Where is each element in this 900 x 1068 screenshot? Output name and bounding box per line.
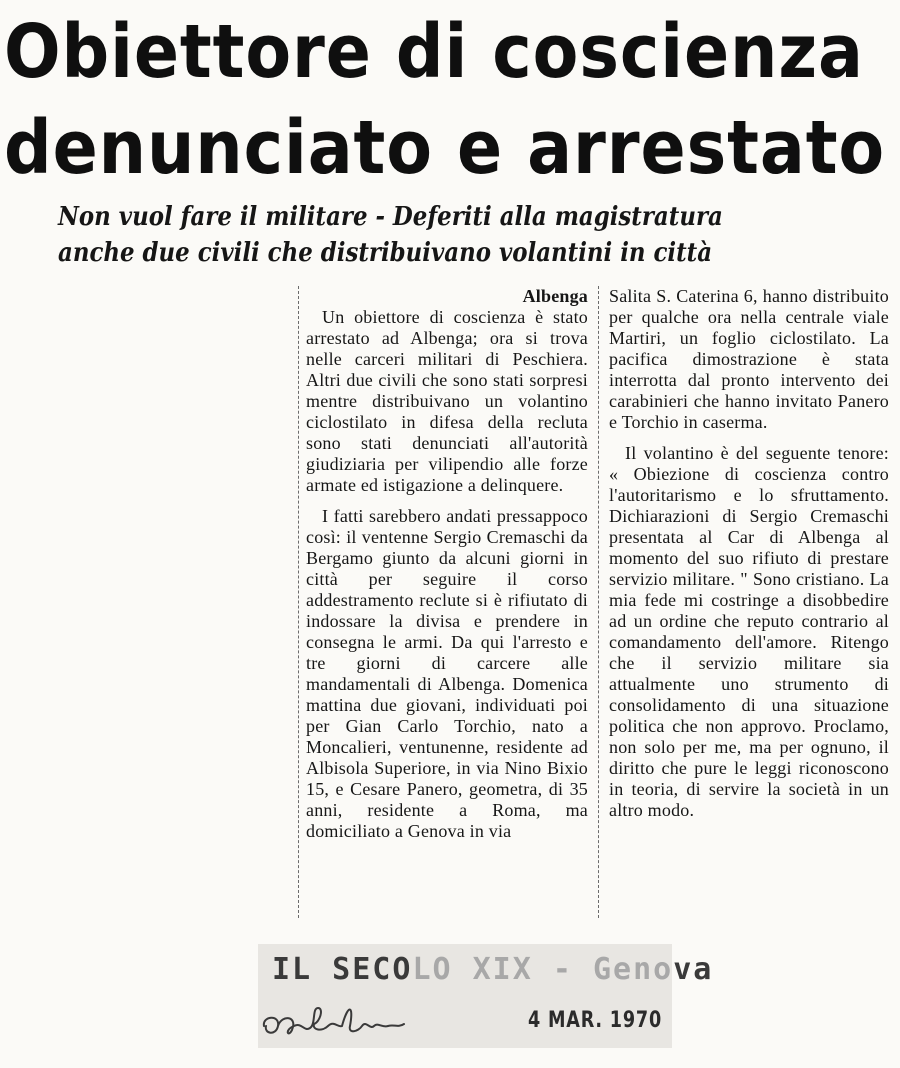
- clipping-label: [258, 944, 714, 1048]
- article-paragraph: Un obiettore di coscienza è stato arrestato ad Albenga; ora si trova nelle carceri militari di Peschiera. Altri due civili che sono stati sorpresi mentre distribuivano un volantino ciclostilato in difesa della recluta sono stati denunciati all'autorità giudiziaria per vilipendio alle forze armate ed istigazione a delinquere.: [306, 307, 588, 495]
- article-paragraph: I fatti sarebbero andati pressappoco così: il ventenne Sergio Cremaschi da Bergamo giunto da alcuni giorni in città per seguire il corso addestramento reclute si è rifiutato di indossare la divisa e prendere in consegna le armi. Da qui l'arresto e tre giorni di carcere alle mandamentali di Albenga. Domenica mattina due giovani, individuati poi per Gian Carlo Torchio, nato a Moncalieri, ventunenne, residente ad Albisola Superiore, in via Nino Bixio 15, e Cesare Panero, geometra, di 35 anni, residente a Roma, ma domiciliato a Genova in via: [306, 506, 588, 841]
- article-column-2: [609, 286, 889, 821]
- article-column-1: [306, 286, 588, 842]
- column-rule-middle: [598, 286, 599, 918]
- newspaper-stamp: [272, 952, 714, 987]
- clipping-date: 4 MAR. 1970: [528, 1008, 662, 1033]
- dateline: Albenga: [522, 286, 588, 306]
- column-rule-left: [298, 286, 299, 918]
- newspaper-stamp-faded: LO XIX - Geno: [412, 952, 674, 987]
- article-paragraph: Il volantino è del seguente tenore: « Obiezione di coscienza contro l'autoritarismo e lo sfruttamento. Dichiarazioni di Sergio Cremaschi presentata al Car di Albenga al momento del suo rifiuto di prestare servizio militare. " Sono cristiano. La mia fede mi costringe a disobbedire ad un ordine che reputo contrario al comandamento dell'amore. Ritengo che il servizio militare sia attualmente uno strumento di consolidamento di una situazione politica che non approvo. Proclamo, non solo per me, ma per ognuno, il diritto che pure le leggi riconoscono in teoria, di servire la società in un altro modo.: [609, 443, 889, 820]
- headline-line-1: Obiettore di coscienza: [4, 9, 864, 95]
- newspaper-stamp-dark: IL SECO: [272, 952, 413, 987]
- handwritten-signature: [258, 996, 428, 1044]
- subheadline-line-2: anche due civili che distribuivano volantini in città: [58, 238, 713, 268]
- subheadline-line-1: Non vuol fare il militare - Deferiti alla magistratura: [58, 202, 723, 232]
- newspaper-stamp-end: va: [673, 952, 714, 987]
- article-paragraph: Salita S. Caterina 6, hanno distribuito per qualche ora nella centrale viale Martiri, un foglio ciclostilato. La pacifica dimostrazione è stata interrotta dal pronto intervento dei carabinieri che hanno invitato Panero e Torchio in caserma.: [609, 286, 889, 432]
- headline-line-2: denunciato e arrestato: [4, 105, 886, 191]
